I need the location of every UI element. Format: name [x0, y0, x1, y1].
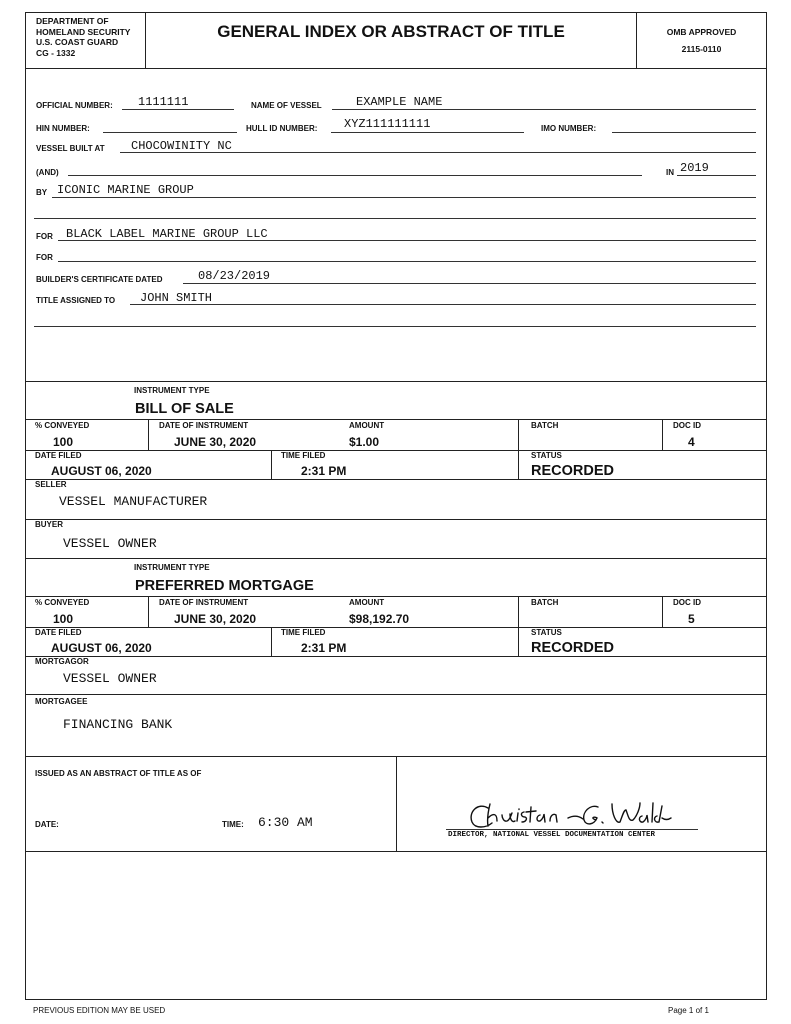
instrument-1-docid: 4 [688, 435, 695, 449]
instrument-1-top-border [26, 381, 766, 382]
hin-label: HIN NUMBER: [36, 124, 90, 133]
instrument-2-amount: $98,192.70 [349, 612, 410, 626]
instrument-2-timefiled-label: TIME FILED [281, 628, 326, 637]
instrument-2-mortgagee-label: MORTGAGEE [35, 697, 88, 706]
instrument-2-batch-label: BATCH [531, 598, 559, 607]
signer-title: DIRECTOR, NATIONAL VESSEL DOCUMENTATION CENTER [448, 831, 656, 839]
for-label-2: FOR [36, 253, 53, 262]
omb-approved-label: OMB APPROVED [666, 27, 737, 37]
instrument-2-datefiled-label: DATE FILED [35, 628, 82, 637]
vessel-name-line [332, 109, 756, 110]
builder-cert-label: BUILDER'S CERTIFICATE DATED [36, 275, 163, 284]
issued-time-label: TIME: [222, 820, 244, 829]
instrument-1-datefiled-label: DATE FILED [35, 451, 82, 460]
instrument-2-type-label: INSTRUMENT TYPE [134, 563, 210, 572]
instrument-1-seller-label: SELLER [35, 480, 67, 489]
builder-cert-line [183, 283, 756, 284]
instrument-2-divider-a [148, 596, 149, 627]
instrument-2-row2-border [26, 627, 766, 628]
instrument-1-row1-border [26, 419, 766, 420]
instrument-2-top-border [26, 558, 766, 559]
vessel-name-value: EXAMPLE NAME [356, 95, 443, 109]
vessel-name-label: NAME OF VESSEL [251, 101, 322, 110]
abstract-of-title-form [25, 12, 767, 1000]
official-number-line [122, 109, 234, 110]
signature-line [446, 829, 698, 830]
instrument-1-timefiled-label: TIME FILED [281, 451, 326, 460]
instrument-2-status: RECORDED [531, 640, 614, 656]
instrument-2-divider-d [271, 627, 272, 656]
instrument-1-docid-label: DOC ID [673, 421, 701, 430]
hull-id-label: HULL ID NUMBER: [246, 124, 318, 133]
for-value-1: BLACK LABEL MARINE GROUP LLC [66, 227, 268, 241]
instrument-1-divider-a [148, 419, 149, 450]
and-line [68, 175, 642, 176]
instrument-1-divider-b [518, 419, 519, 450]
instrument-1-divider-d [271, 450, 272, 479]
instrument-1-type: BILL OF SALE [135, 401, 234, 417]
instrument-2-datefiled: AUGUST 06, 2020 [51, 641, 152, 655]
instrument-2-divider-c [662, 596, 663, 627]
instrument-2-timefiled: 2:31 PM [301, 641, 347, 655]
instrument-1-seller: VESSEL MANUFACTURER [59, 494, 208, 509]
by-line [52, 197, 756, 198]
instrument-2-row1-border [26, 596, 766, 597]
director-signature [466, 798, 676, 833]
by-continuation-line [34, 218, 756, 219]
instrument-1-date-label: DATE OF INSTRUMENT [159, 421, 249, 430]
instrument-1-row3-border [26, 479, 766, 480]
instrument-2-date-label: DATE OF INSTRUMENT [159, 598, 249, 607]
instrument-2-pct: 100 [53, 612, 74, 626]
official-number-label: OFFICIAL NUMBER: [36, 101, 113, 110]
builder-cert-date: 08/23/2019 [198, 269, 271, 283]
agency-line-1: DEPARTMENT OF [36, 16, 109, 26]
issued-date-label: DATE: [35, 820, 59, 829]
title-continuation-line [34, 326, 756, 327]
year-label: IN [666, 168, 674, 177]
form-title: GENERAL INDEX OR ABSTRACT OF TITLE [146, 13, 636, 69]
instrument-1-row2-border [26, 450, 766, 451]
instrument-1-buyer: VESSEL OWNER [63, 536, 157, 551]
issued-label: ISSUED AS AN ABSTRACT OF TITLE AS OF [35, 769, 202, 778]
instrument-1-pct-label: % CONVEYED [35, 421, 90, 430]
instrument-2-docid: 5 [688, 612, 695, 626]
instrument-2-amount-label: AMOUNT [349, 598, 385, 607]
instrument-1-divider-c [662, 419, 663, 450]
year-value: 2019 [680, 161, 709, 175]
instrument-2-mortgagor: VESSEL OWNER [63, 671, 157, 686]
built-at-value: CHOCOWINITY NC [131, 139, 232, 153]
issued-time-value: 6:30 AM [258, 815, 313, 830]
issued-bottom-border [26, 851, 766, 852]
for-line-2 [58, 261, 756, 262]
instrument-1-status-label: STATUS [531, 451, 562, 460]
hull-id-value: XYZ111111111 [344, 117, 431, 131]
instrument-1-buyer-label: BUYER [35, 520, 64, 529]
instrument-1-divider-e [518, 450, 519, 479]
title-assigned-line [130, 304, 756, 305]
and-label: (AND) [36, 168, 59, 177]
instrument-1-status: RECORDED [531, 463, 614, 479]
instrument-1-type-label: INSTRUMENT TYPE [134, 386, 210, 395]
title-assigned-label: TITLE ASSIGNED TO [36, 296, 116, 305]
by-label: BY [36, 188, 48, 197]
form-number: CG - 1332 [36, 47, 76, 58]
year-line [677, 175, 756, 176]
instrument-2-divider-b [518, 596, 519, 627]
instrument-1-batch-label: BATCH [531, 421, 559, 430]
imo-line [612, 132, 756, 133]
instrument-1-datefiled: AUGUST 06, 2020 [51, 464, 152, 478]
for-label-1: FOR [36, 232, 53, 241]
built-at-label: VESSEL BUILT AT [36, 144, 105, 153]
instrument-1-amount-label: AMOUNT [349, 421, 385, 430]
hull-id-line [331, 132, 524, 133]
instrument-1-row4-border [26, 519, 766, 520]
footer-page-number: Page 1 of 1 [668, 1006, 709, 1015]
instrument-2-row3-border [26, 656, 766, 657]
instrument-2-docid-label: DOC ID [673, 598, 701, 607]
omb-number: 2115-0110 [681, 44, 722, 54]
instrument-2-type: PREFERRED MORTGAGE [135, 578, 314, 594]
agency-line-3: U.S. COAST GUARD [36, 37, 119, 47]
instrument-1-date: JUNE 30, 2020 [174, 435, 257, 449]
hin-line [103, 132, 237, 133]
footer-edition-note: PREVIOUS EDITION MAY BE USED [33, 1006, 166, 1015]
instrument-2-mortgagor-label: MORTGAGOR [35, 657, 89, 666]
instrument-2-status-label: STATUS [531, 628, 562, 637]
imo-label: IMO NUMBER: [541, 124, 597, 133]
instrument-1-timefiled: 2:31 PM [301, 464, 347, 478]
instrument-2-pct-label: % CONVEYED [35, 598, 90, 607]
title-assigned-value: JOHN SMITH [140, 291, 213, 305]
instrument-2-date: JUNE 30, 2020 [174, 612, 257, 626]
instrument-1-amount: $1.00 [349, 435, 380, 449]
issued-divider [396, 756, 397, 851]
by-value: ICONIC MARINE GROUP [57, 183, 194, 197]
instrument-2-row4-border [26, 694, 766, 695]
agency-block [26, 13, 146, 69]
agency-line-2: HOMELAND SECURITY [36, 26, 131, 37]
omb-block [636, 13, 766, 69]
instrument-2-mortgagee: FINANCING BANK [63, 717, 173, 732]
instrument-2-divider-e [518, 627, 519, 656]
instrument-1-pct: 100 [53, 435, 74, 449]
official-number-value: 1111111 [138, 95, 189, 109]
